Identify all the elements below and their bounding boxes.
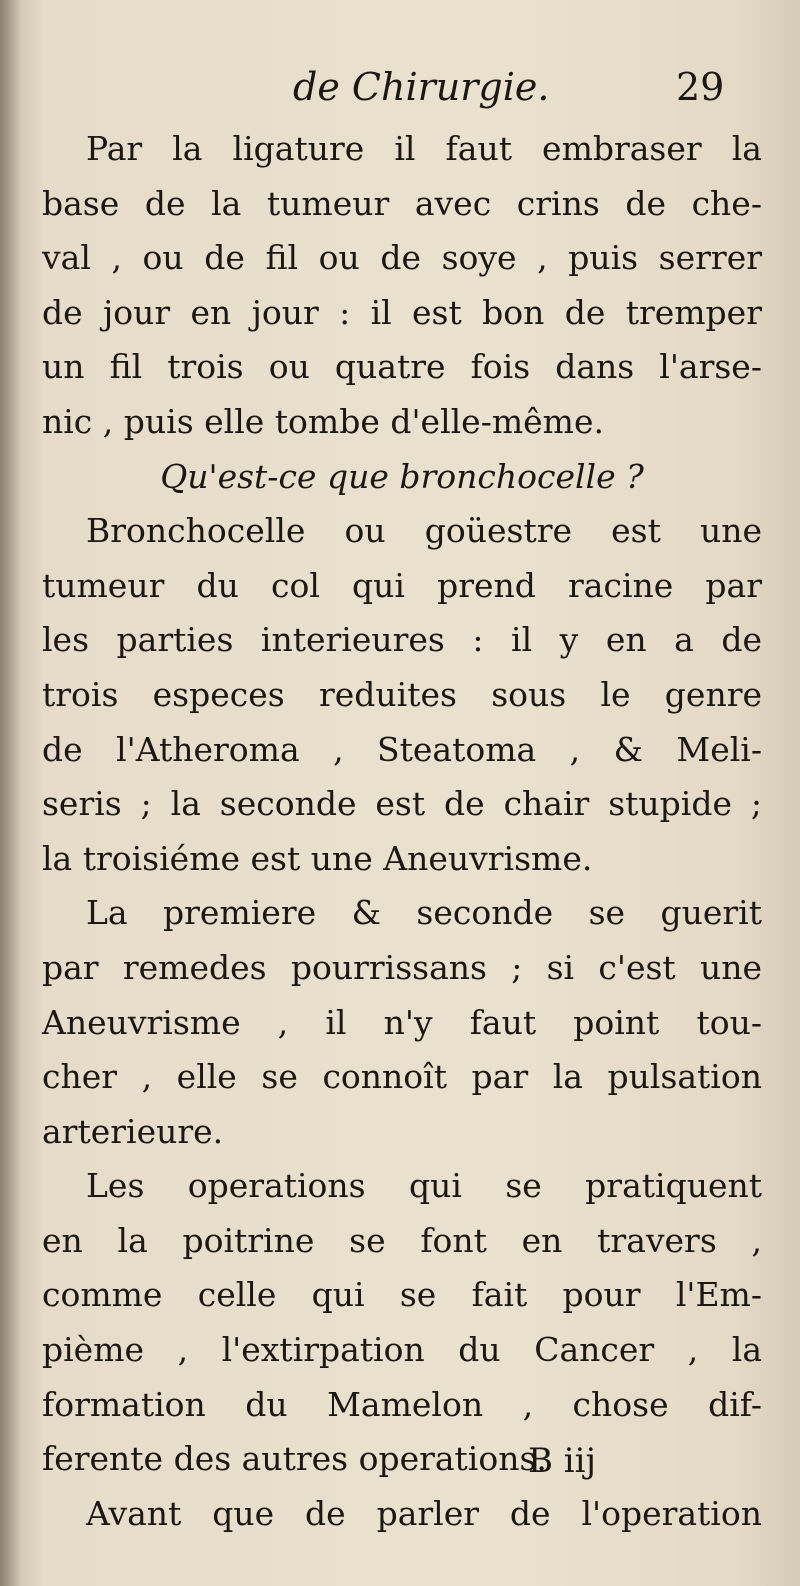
page-number: 29 [676, 65, 725, 109]
text-line: val , ou de fil ou de soye , puis serrer [42, 238, 762, 278]
page-header [0, 62, 800, 112]
text-line: seris ; la seconde est de chair stupide ; [42, 784, 762, 824]
text-line: cher , elle se connoît par la pulsation [42, 1057, 762, 1097]
text-line: Bronchocelle ou goüestre est une [86, 511, 762, 551]
text-line: un fil trois ou quatre fois dans l'arse- [42, 347, 762, 387]
text-line: formation du Mamelon , chose dif- [42, 1384, 762, 1424]
gutter-shadow [0, 0, 22, 1586]
page-body [42, 122, 762, 1541]
text-line: Aneuvrisme , il n'y faut point tou- [42, 1002, 762, 1042]
text-line: ferente des autres operations. [42, 1439, 547, 1479]
text-line: la troisiéme est une Aneuvrisme. [42, 838, 593, 878]
running-head: de Chirurgie. [293, 65, 550, 109]
text-line: tumeur du col qui prend racine par [42, 565, 762, 605]
text-line: en la poitrine se font en travers , [42, 1220, 762, 1260]
section-heading: Qu'est-ce que bronchocelle ? [160, 456, 644, 496]
text-line: de jour en jour : il est bon de tremper [42, 292, 762, 332]
text-line: trois especes reduites sous le genre [42, 674, 762, 714]
text-line: par remedes pourrissans ; si c'est une [42, 947, 762, 987]
text-line: les parties interieures : il y en a de [42, 620, 762, 660]
text-line: arterieure. [42, 1111, 224, 1151]
text-line: pième , l'extirpation du Cancer , la [42, 1330, 762, 1370]
signature-mark: B iij [528, 1441, 597, 1481]
text-line: Les operations qui se pratiquent [86, 1166, 762, 1206]
text-line: La premiere & seconde se guerit [86, 893, 762, 933]
text-line: nic , puis elle tombe d'elle-même. [42, 401, 604, 441]
text-line: Avant que de parler de l'operation [86, 1493, 762, 1533]
text-line: de l'Atheroma , Steatoma , & Meli- [42, 729, 762, 769]
text-line: base de la tumeur avec crins de che- [42, 183, 762, 223]
text-line: comme celle qui se fait pour l'Em- [42, 1275, 762, 1315]
text-line: Par la ligature il faut embraser la [86, 129, 762, 168]
